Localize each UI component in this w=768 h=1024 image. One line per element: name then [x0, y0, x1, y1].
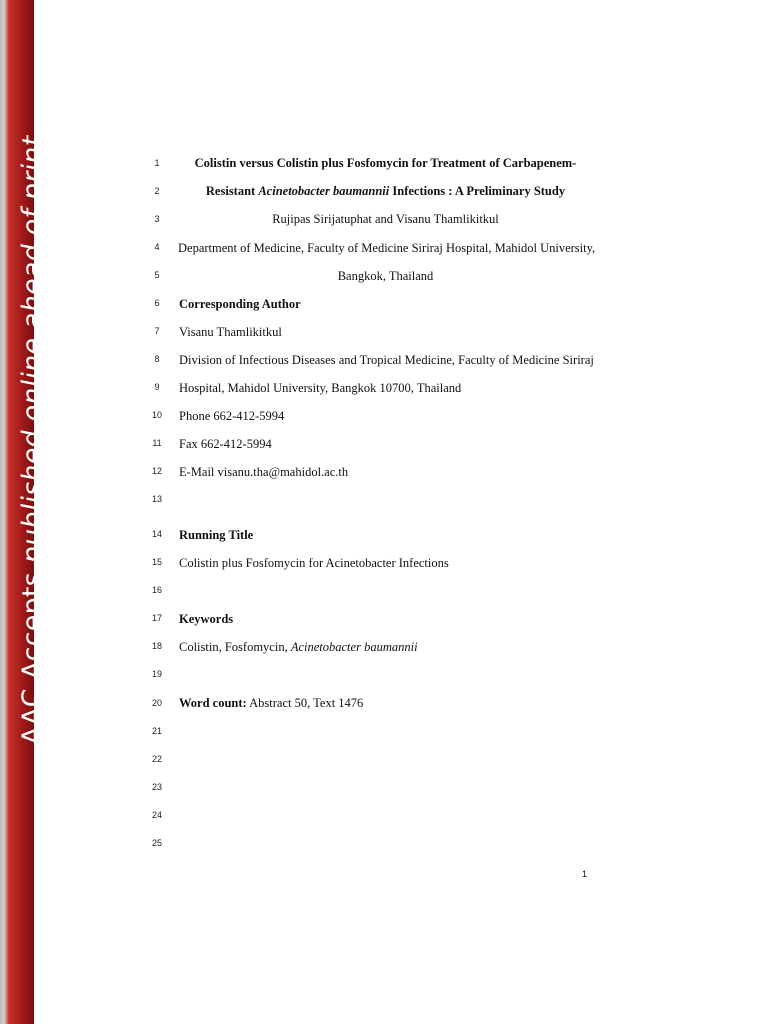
title-line-2-post: Infections : A Preliminary Study — [389, 184, 566, 198]
line-number: 7 — [154, 326, 160, 336]
corresponding-address-line-2: Hospital, Mahidol University, Bangkok 10700, Thailand — [179, 381, 462, 395]
line-number: 25 — [151, 838, 162, 848]
title-line-2-pre: Resistant — [205, 184, 259, 198]
running-title-heading: Running Title — [179, 528, 254, 542]
keywords-heading: Keywords — [179, 612, 234, 626]
running-title-text: Colistin plus Fosfomycin for Acinetobacter Infections — [179, 556, 449, 570]
keywords-species: Acinetobacter baumannii — [290, 640, 418, 654]
authors: Rujipas Sirijatuphat and Visanu Thamlikitkul — [272, 212, 499, 226]
word-count — [179, 696, 363, 711]
line-number: 22 — [151, 754, 162, 764]
line-number: 2 — [154, 186, 160, 196]
line-number: 1 — [154, 158, 160, 168]
line-number: 16 — [151, 585, 162, 595]
ahead-of-print-banner — [18, 136, 48, 745]
word-count-label: Word count: — [179, 696, 247, 710]
line-number: 23 — [151, 782, 162, 792]
line-number: 18 — [151, 641, 162, 651]
line-number: 4 — [154, 242, 160, 252]
line-number: 12 — [151, 466, 162, 476]
email-address: E-Mail visanu.tha@mahidol.ac.th — [179, 465, 349, 479]
line-number: 13 — [151, 494, 162, 504]
fax-number: Fax 662-412-5994 — [179, 437, 272, 451]
corresponding-author-heading: Corresponding Author — [179, 297, 301, 311]
line-number: 3 — [154, 214, 160, 224]
line-number: 8 — [154, 354, 160, 364]
line-number: 9 — [154, 382, 160, 392]
line-number: 14 — [151, 529, 162, 539]
title-line-1: Colistin versus Colistin plus Fosfomycin for Treatment of Carbapenem- — [194, 156, 577, 170]
affiliation-line-2: Bangkok, Thailand — [337, 269, 434, 283]
page-number: 1 — [582, 869, 588, 879]
line-number: 6 — [154, 298, 160, 308]
affiliation-line-1: Department of Medicine, Faculty of Medicine Siriraj Hospital, Mahidol University, — [178, 241, 596, 255]
line-number: 5 — [154, 270, 160, 280]
line-number: 11 — [152, 438, 162, 448]
keywords-plain: Colistin, Fosfomycin, — [179, 640, 291, 654]
banner-rest-text: published online ahead of print — [17, 135, 48, 564]
line-number: 15 — [151, 557, 162, 567]
keywords-text — [179, 640, 418, 655]
corresponding-author-name: Visanu Thamlikitkul — [179, 325, 282, 339]
line-number: 24 — [151, 810, 162, 820]
word-count-value: Abstract 50, Text 1476 — [246, 696, 364, 710]
line-number: 20 — [151, 698, 162, 708]
line-number: 19 — [151, 669, 162, 679]
line-number: 10 — [151, 410, 162, 420]
corresponding-address-line-1: Division of Infectious Diseases and Tropical Medicine, Faculty of Medicine Siriraj — [179, 353, 594, 367]
title-species: Acinetobacter baumannii — [258, 184, 390, 198]
title-line-2 — [178, 184, 593, 199]
line-number: 21 — [151, 726, 162, 736]
phone-number: Phone 662-412-5994 — [179, 409, 285, 423]
line-number: 17 — [151, 613, 162, 623]
journal-sidebar-banner — [0, 0, 48, 1024]
banner-lead-text: AAC Accepts — [17, 563, 48, 745]
